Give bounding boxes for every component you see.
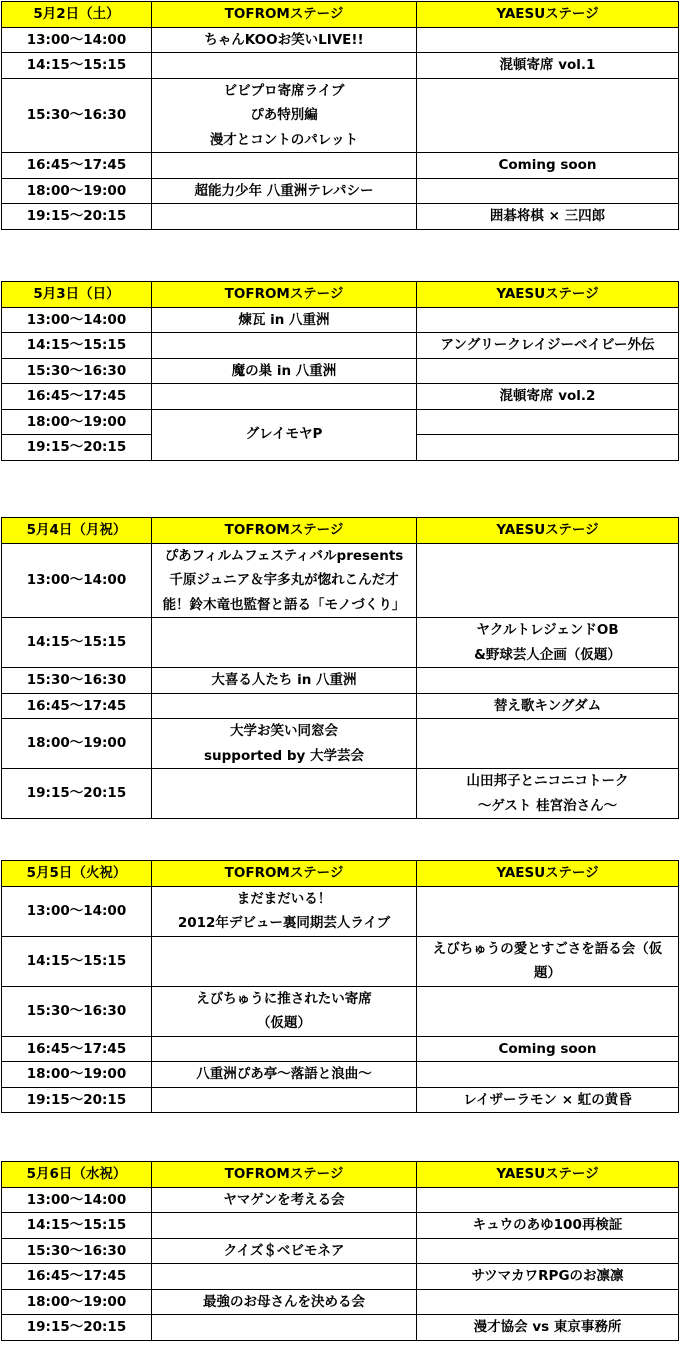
- table-row: [2, 986, 679, 1036]
- time-slot: 18:00〜19:00: [2, 1289, 152, 1315]
- tofrom-program: [152, 1213, 417, 1239]
- tofrom-stage-header: TOFROMステージ: [152, 282, 417, 308]
- tofrom-program: [152, 358, 417, 384]
- table-row: [2, 178, 679, 204]
- program-line: 千原ジュニア＆宇多丸が惚れこんだ才: [169, 572, 399, 588]
- program-line: 囲碁将棋 × 三四郎: [489, 208, 606, 224]
- tofrom-program: [152, 178, 417, 204]
- tofrom-stage-header: TOFROMステージ: [152, 1162, 417, 1188]
- program-line: 魔の巣 in 八重洲: [231, 362, 337, 379]
- table-row: [2, 204, 679, 230]
- table-header-row: [2, 1162, 679, 1188]
- time-slot: 15:30〜16:30: [2, 986, 152, 1036]
- yaesu-program: [417, 668, 679, 694]
- time-slot: 19:15〜20:15: [2, 435, 152, 461]
- tofrom-program: [152, 78, 417, 153]
- time-slot: 18:00〜19:00: [2, 409, 152, 435]
- schedule-table-day-2: [1, 281, 679, 461]
- table-row: [2, 936, 679, 986]
- time-slot: 16:45〜17:45: [2, 1264, 152, 1290]
- table-row: [2, 384, 679, 410]
- tofrom-program: [152, 986, 417, 1036]
- program-line: （仮題）: [257, 1015, 311, 1031]
- yaesu-program: [417, 693, 679, 719]
- program-line: レイザーラモン × 虹の黄昏: [463, 1091, 632, 1108]
- tofrom-program: [152, 1036, 417, 1062]
- time-slot: 15:30〜16:30: [2, 78, 152, 153]
- yaesu-program: [417, 78, 679, 153]
- table-row: [2, 78, 679, 153]
- tofrom-program: [152, 693, 417, 719]
- tofrom-program: [152, 204, 417, 230]
- yaesu-program: [417, 1087, 679, 1113]
- program-line: えびちゅうに推されたい寄席: [196, 990, 372, 1007]
- program-line: 煉瓦 in 八重洲: [238, 311, 330, 328]
- time-slot: 13:00〜14:00: [2, 27, 152, 53]
- table-row: [2, 693, 679, 719]
- tofrom-stage-header: TOFROMステージ: [152, 2, 417, 28]
- time-slot: 13:00〜14:00: [2, 307, 152, 333]
- time-slot: 18:00〜19:00: [2, 1062, 152, 1088]
- program-line: 混頓寄席 vol.1: [499, 57, 596, 73]
- program-line: &野球芸人企画（仮題）: [474, 646, 621, 663]
- tofrom-program: [152, 1087, 417, 1113]
- table-row: [2, 1187, 679, 1213]
- yaesu-program: [417, 307, 679, 333]
- program-line: 八重洲ぴあ亭〜落語と浪曲〜: [196, 1066, 372, 1082]
- tofrom-program: [152, 409, 417, 460]
- yaesu-program: [417, 53, 679, 79]
- tofrom-program: [152, 1315, 417, 1341]
- yaesu-program: [417, 384, 679, 410]
- tofrom-program: [152, 53, 417, 79]
- time-slot: 13:00〜14:00: [2, 886, 152, 936]
- table-row: [2, 307, 679, 333]
- yaesu-program: [417, 1238, 679, 1264]
- program-line: ヤマゲンを考える会: [223, 1191, 345, 1208]
- time-slot: 15:30〜16:30: [2, 1238, 152, 1264]
- table-row: [2, 1289, 679, 1315]
- table-row: [2, 668, 679, 694]
- date-header: 5月4日（月祝）: [2, 518, 152, 544]
- table-row: [2, 1087, 679, 1113]
- yaesu-program: [417, 1213, 679, 1239]
- yaesu-program: [417, 1289, 679, 1315]
- schedule-table-day-3: [1, 517, 679, 819]
- table-row: [2, 886, 679, 936]
- program-line: 2012年デビュー裏同期芸人ライブ: [177, 915, 391, 931]
- time-slot: 13:00〜14:00: [2, 543, 152, 618]
- time-slot: 13:00〜14:00: [2, 1187, 152, 1213]
- program-line: supported by 大学芸会: [203, 747, 365, 764]
- program-line: 山田邦子とニコニコトーク: [466, 773, 629, 789]
- time-slot: 19:15〜20:15: [2, 1087, 152, 1113]
- table-row: [2, 1062, 679, 1088]
- program-line: クイズ＄ベビモネア: [223, 1242, 345, 1259]
- yaesu-program: [417, 769, 679, 819]
- program-line: Coming soon: [498, 157, 597, 173]
- time-slot: 15:30〜16:30: [2, 358, 152, 384]
- table-row: [2, 1213, 679, 1239]
- tofrom-program: [152, 307, 417, 333]
- tofrom-program: [152, 769, 417, 819]
- time-slot: 19:15〜20:15: [2, 1315, 152, 1341]
- table-row: [2, 333, 679, 359]
- yaesu-stage-header: YAESUステージ: [417, 1162, 679, 1188]
- time-slot: 18:00〜19:00: [2, 719, 152, 769]
- yaesu-program: [417, 178, 679, 204]
- tofrom-stage-header: TOFROMステージ: [152, 518, 417, 544]
- program-line: 最強のお母さんを決める会: [203, 1293, 365, 1310]
- tofrom-program: [152, 1289, 417, 1315]
- table-row: [2, 358, 679, 384]
- time-slot: 18:00〜19:00: [2, 178, 152, 204]
- date-header: 5月3日（日）: [2, 282, 152, 308]
- tofrom-program: [152, 27, 417, 53]
- table-header-row: [2, 861, 679, 887]
- schedule-table-day-1: [1, 1, 679, 230]
- program-line: えびちゅうの愛とすごさを語る会（仮: [432, 940, 663, 957]
- tofrom-program: [152, 1238, 417, 1264]
- tofrom-program: [152, 543, 417, 618]
- time-slot: 15:30〜16:30: [2, 668, 152, 694]
- time-slot: 14:15〜15:15: [2, 1213, 152, 1239]
- program-line: Coming soon: [498, 1040, 597, 1057]
- program-line: ヤクルトレジェンドOB: [476, 622, 619, 638]
- tofrom-program: [152, 1062, 417, 1088]
- program-line: ぴあフィルムフェスティバルpresents: [164, 547, 404, 564]
- time-slot: 14:15〜15:15: [2, 333, 152, 359]
- tofrom-program: [152, 384, 417, 410]
- yaesu-program: [417, 333, 679, 359]
- program-line: まだまだいる！: [236, 890, 332, 907]
- program-line: 題）: [534, 965, 561, 981]
- tofrom-program: [152, 668, 417, 694]
- yaesu-program: [417, 886, 679, 936]
- yaesu-program: [417, 986, 679, 1036]
- tofrom-program: [152, 1264, 417, 1290]
- program-line: ビビプロ寄席ライブ: [223, 82, 345, 99]
- time-slot: 19:15〜20:15: [2, 769, 152, 819]
- table-header-row: [2, 2, 679, 28]
- yaesu-program: [417, 1062, 679, 1088]
- tofrom-program: [152, 936, 417, 986]
- yaesu-program: [417, 27, 679, 53]
- program-line: アングリークレイジーベイビー外伝: [440, 337, 655, 353]
- time-slot: 16:45〜17:45: [2, 153, 152, 179]
- tofrom-program: [152, 719, 417, 769]
- table-row: [2, 409, 679, 435]
- table-row: [2, 1264, 679, 1290]
- date-header: 5月2日（土）: [2, 2, 152, 28]
- time-slot: 19:15〜20:15: [2, 204, 152, 230]
- program-line: 漫才協会 vs 東京事務所: [473, 1319, 622, 1335]
- schedule-table-day-4: [1, 860, 679, 1113]
- yaesu-stage-header: YAESUステージ: [417, 861, 679, 887]
- program-line: グレイモヤP: [245, 426, 323, 443]
- program-line: 〜ゲスト 桂宮治さん〜: [477, 797, 618, 814]
- time-slot: 14:15〜15:15: [2, 53, 152, 79]
- table-row: [2, 769, 679, 819]
- yaesu-program: [417, 435, 679, 461]
- tofrom-program: [152, 153, 417, 179]
- time-slot: 14:15〜15:15: [2, 618, 152, 668]
- yaesu-program: [417, 153, 679, 179]
- program-line: ちゃんKOOお笑いLIVE!!: [204, 31, 364, 48]
- table-header-row: [2, 282, 679, 308]
- schedule-table-day-5: [1, 1161, 679, 1341]
- yaesu-stage-header: YAESUステージ: [417, 518, 679, 544]
- table-row: [2, 719, 679, 769]
- yaesu-program: [417, 1036, 679, 1062]
- table-row: [2, 1315, 679, 1341]
- time-slot: 16:45〜17:45: [2, 384, 152, 410]
- table-row: [2, 543, 679, 618]
- program-line: 能！鈴木竜也監督と語る「モノづくり」: [162, 596, 406, 613]
- yaesu-stage-header: YAESUステージ: [417, 282, 679, 308]
- yaesu-program: [417, 1187, 679, 1213]
- program-line: サツマカワRPGのお凛凛: [471, 1268, 624, 1284]
- table-row: [2, 618, 679, 668]
- time-slot: 16:45〜17:45: [2, 693, 152, 719]
- yaesu-stage-header: YAESUステージ: [417, 2, 679, 28]
- tofrom-program: [152, 618, 417, 668]
- date-header: 5月5日（火祝）: [2, 861, 152, 887]
- program-line: ぴあ特別編: [250, 107, 318, 123]
- program-line: 替え歌キングダム: [493, 697, 602, 714]
- tofrom-program: [152, 333, 417, 359]
- yaesu-program: [417, 618, 679, 668]
- time-slot: 16:45〜17:45: [2, 1036, 152, 1062]
- program-line: 漫才とコントのパレット: [209, 131, 359, 148]
- yaesu-program: [417, 204, 679, 230]
- program-line: 大学お笑い同窓会: [230, 723, 338, 739]
- table-row: [2, 1238, 679, 1264]
- table-row: [2, 27, 679, 53]
- yaesu-program: [417, 358, 679, 384]
- program-line: 混頓寄席 vol.2: [499, 388, 596, 404]
- table-header-row: [2, 518, 679, 544]
- tofrom-program: [152, 886, 417, 936]
- table-row: [2, 53, 679, 79]
- program-line: 大喜る人たち in 八重洲: [211, 672, 357, 688]
- date-header: 5月6日（水祝）: [2, 1162, 152, 1188]
- tofrom-program: [152, 1187, 417, 1213]
- yaesu-program: [417, 1264, 679, 1290]
- yaesu-program: [417, 936, 679, 986]
- program-line: 超能力少年 八重洲テレパシー: [194, 182, 374, 199]
- program-line: キュウのあゆ100再検証: [472, 1217, 623, 1233]
- time-slot: 14:15〜15:15: [2, 936, 152, 986]
- yaesu-program: [417, 1315, 679, 1341]
- table-row: [2, 1036, 679, 1062]
- table-row: [2, 153, 679, 179]
- yaesu-program: [417, 409, 679, 435]
- yaesu-program: [417, 543, 679, 618]
- yaesu-program: [417, 719, 679, 769]
- tofrom-stage-header: TOFROMステージ: [152, 861, 417, 887]
